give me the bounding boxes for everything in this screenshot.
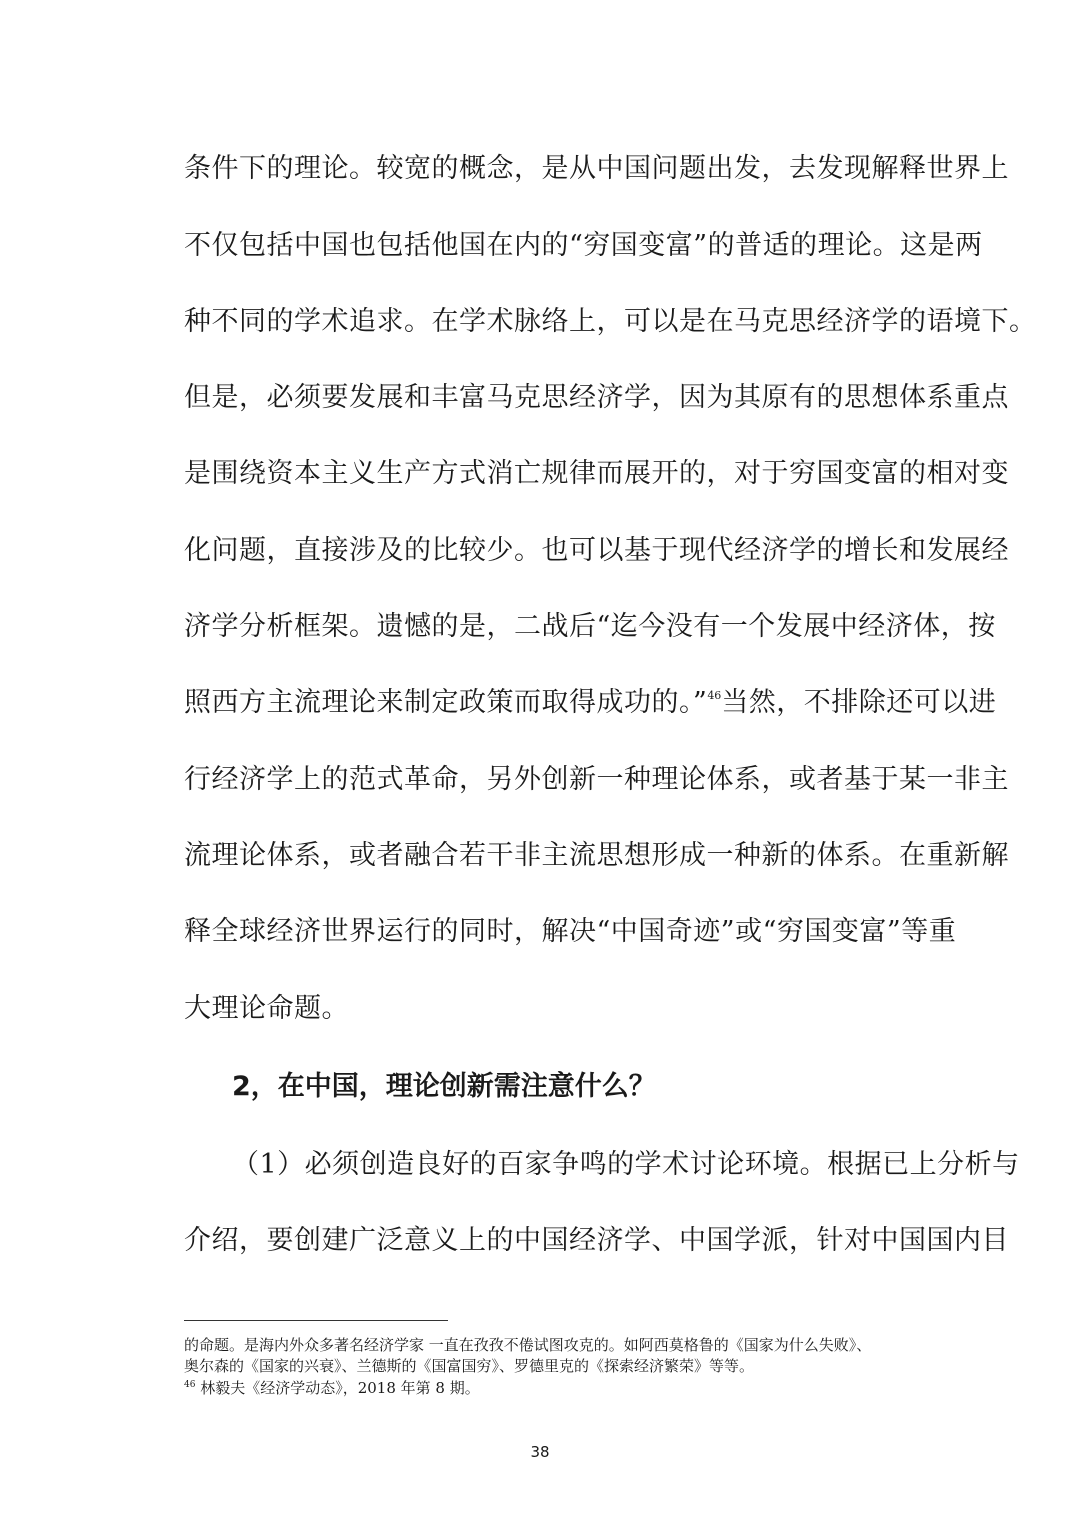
- footnote-separator: [184, 1320, 448, 1321]
- body-line-8-after: 当然，不排除还可以进: [721, 687, 997, 718]
- body-line-3: 种不同的学术追求。在学术脉络上，可以是在马克思经济学的语境下。: [184, 306, 1037, 337]
- body-line-4: 但是，必须要发展和丰富马克思经济学，因为其原有的思想体系重点: [184, 382, 1009, 413]
- body-line-1: 条件下的理论。较宽的概念，是从中国问题出发，去发现解释世界上: [184, 153, 1009, 184]
- body-line-10: 流理论体系，或者融合若干非主流思想形成一种新的体系。在重新解: [184, 840, 1009, 871]
- page-number: 38: [530, 1443, 550, 1461]
- body-line-12: 大理论命题。: [184, 993, 349, 1024]
- section-heading: 2，在中国，理论创新需注意什么？: [232, 1071, 656, 1102]
- footnote-continuation-line-1: 的命题。是海内外众多著名经济学家 一直在孜孜不倦试图攻克的。如阿西莫格鲁的《国家为什么失败》、: [184, 1336, 872, 1354]
- body-line-8: [184, 687, 997, 719]
- body-line-2: 不仅包括中国也包括他国在内的“穷国变富”的普适的理论。这是两: [184, 230, 983, 261]
- footnote-46: [184, 1378, 900, 1398]
- body-line-6: 化问题，直接涉及的比较少。也可以基于现代经济学的增长和发展经: [184, 535, 1009, 566]
- body-line-9: 行经济学上的范式革命，另外创新一种理论体系，或者基于某一非主: [184, 764, 1009, 795]
- body-line-5: 是围绕资本主义生产方式消亡规律而展开的，对于穷国变富的相对变: [184, 458, 1009, 489]
- body-line-8-before: 照西方主流理论来制定政策而取得成功的。”: [184, 687, 708, 718]
- footnote-reference[interactable]: 46: [707, 689, 722, 702]
- footnote-46-text: 林毅夫《经济学动态》，2018 年第 8 期。: [195, 1379, 480, 1397]
- paragraph-line-2: 介绍，要创建广泛意义上的中国经济学、中国学派，针对中国国内目: [184, 1225, 1009, 1256]
- footnote-46-number: 46: [184, 1380, 196, 1390]
- body-line-11: 释全球经济世界运行的同时，解决“中国奇迹”或“穷国变富”等重: [184, 916, 957, 947]
- footnote-continuation-line-2: 奥尔森的《国家的兴衰》、兰德斯的《国富国穷》、罗德里克的《探索经济繁荣》等等。: [184, 1357, 755, 1375]
- paragraph-line-1: （1）必须创造良好的百家争鸣的学术讨论环境。根据已上分析与: [232, 1149, 1020, 1180]
- body-line-7: 济学分析框架。遗憾的是，二战后“迄今没有一个发展中经济体，按: [184, 611, 996, 642]
